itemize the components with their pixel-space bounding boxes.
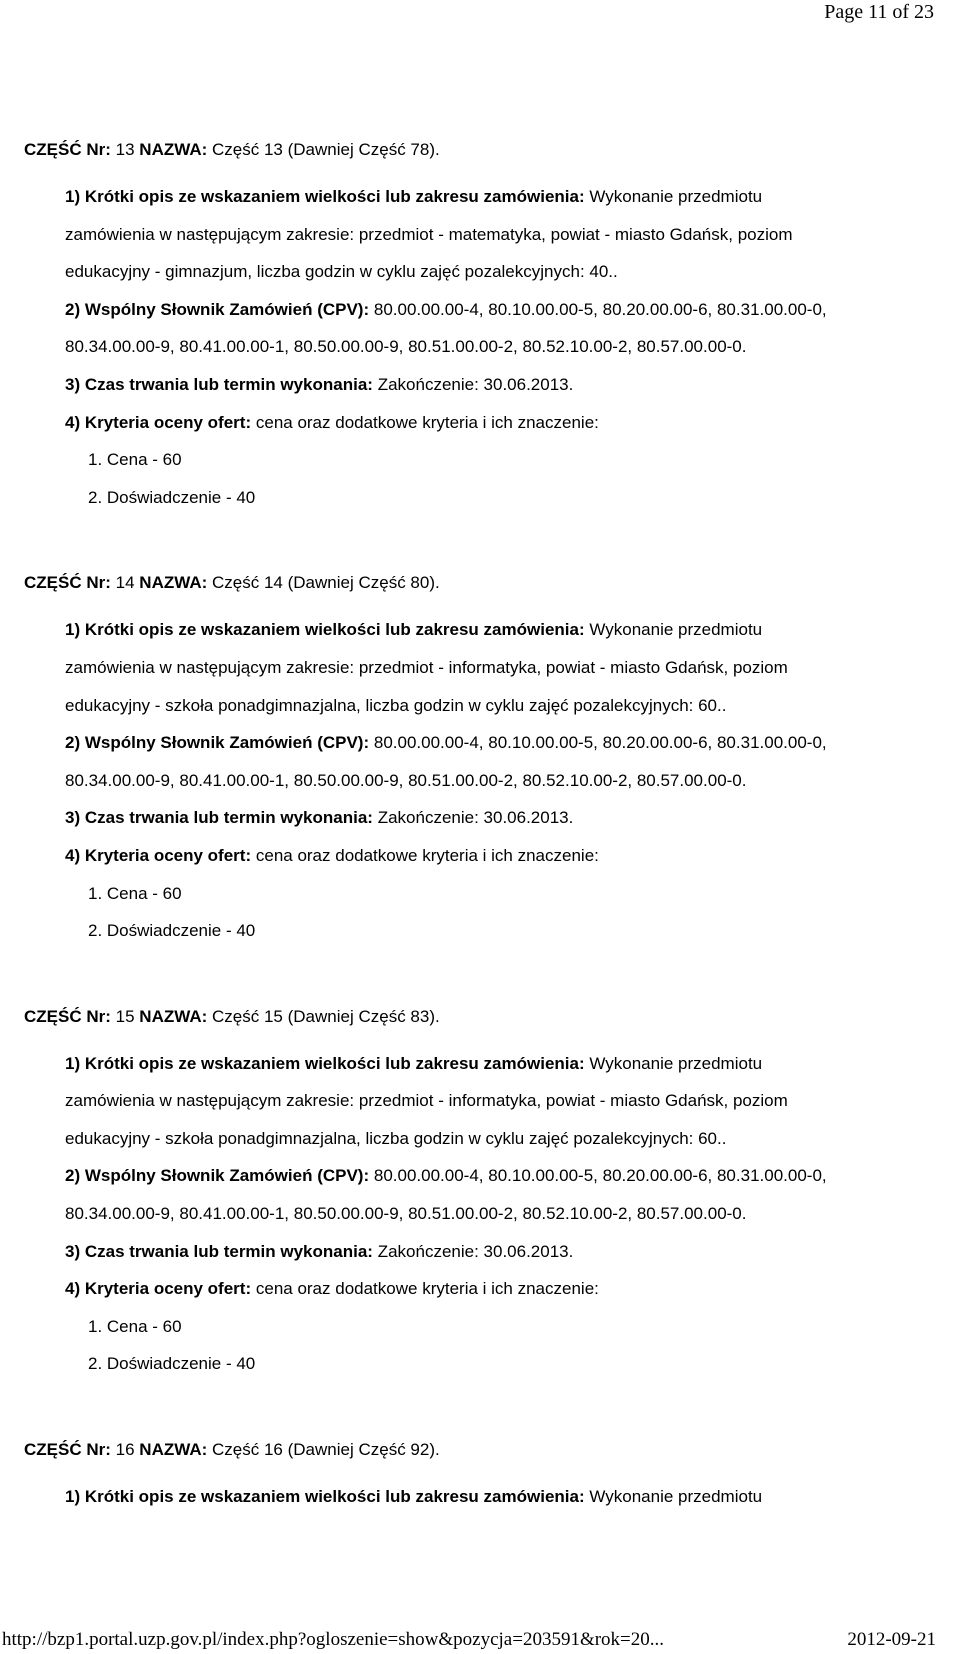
part-details xyxy=(24,1478,936,1516)
criteria-label: 4) Kryteria oceny ofert: xyxy=(65,1279,252,1299)
part-name-label: NAZWA: xyxy=(139,1006,208,1026)
duration-field xyxy=(65,799,936,837)
part-details xyxy=(24,1045,936,1383)
footer-url: http://bzp1.portal.uzp.gov.pl/index.php?ogloszenie=show&pozycja=203591&rok=20... xyxy=(2,1629,665,1650)
description-field xyxy=(65,1478,936,1516)
cpv-label: 2) Wspólny Słownik Zamówień (CPV): xyxy=(65,299,370,319)
criteria-field xyxy=(65,404,936,442)
part-details xyxy=(24,611,936,949)
part-header xyxy=(24,140,936,160)
description-line: Wykonanie przedmiotu xyxy=(589,1053,763,1073)
description-line: edukacyjny - szkoła ponadgimnazjalna, liczba godzin w cyklu zajęć pozalekcyjnych: 60.. xyxy=(65,695,727,715)
part-number: 14 xyxy=(115,573,135,593)
criteria-value: cena oraz dodatkowe kryteria i ich znaczenie: xyxy=(255,1279,599,1299)
description-line: zamówienia w następującym zakresie: przedmiot - informatyka, powiat - miasto Gdańsk, poziom xyxy=(65,1091,788,1111)
cpv-label: 2) Wspólny Słownik Zamówień (CPV): xyxy=(65,1166,370,1186)
description-line: Wykonanie przedmiotu xyxy=(589,1487,763,1507)
cpv-field xyxy=(65,1157,936,1232)
duration-label: 3) Czas trwania lub termin wykonania: xyxy=(65,1241,373,1261)
description-line: edukacyjny - szkoła ponadgimnazjalna, liczba godzin w cyklu zajęć pozalekcyjnych: 60.. xyxy=(65,1128,727,1148)
part-number: 16 xyxy=(115,1440,135,1460)
part-name: Część 16 (Dawniej Część 92). xyxy=(212,1440,440,1460)
part-number-label: CZĘŚĆ Nr: xyxy=(24,573,111,593)
page-footer xyxy=(0,1628,960,1652)
cpv-codes: 80.00.00.00-4, 80.10.00.00-5, 80.20.00.00-6, 80.31.00.00-0, xyxy=(373,733,827,753)
part-number: 13 xyxy=(115,140,135,159)
criteria-label: 4) Kryteria oceny ofert: xyxy=(65,845,252,865)
cpv-codes: 80.34.00.00-9, 80.41.00.00-1, 80.50.00.00-9, 80.51.00.00-2, 80.52.10.00-2, 80.57.00.00-0. xyxy=(65,337,747,357)
description-field xyxy=(65,611,936,724)
part-section xyxy=(24,140,936,516)
page-number: Page 11 of 23 xyxy=(824,1,934,23)
cpv-field xyxy=(65,724,936,799)
part-name-label: NAZWA: xyxy=(139,140,208,159)
criteria-field xyxy=(65,1270,936,1308)
part-name: Część 13 (Dawniej Część 78). xyxy=(212,140,440,159)
criteria-item: 1. Cena - 60 xyxy=(88,450,182,470)
description-line: zamówienia w następującym zakresie: przedmiot - matematyka, powiat - miasto Gdańsk, poziom xyxy=(65,224,793,244)
criteria-item: 2. Doświadczenie - 40 xyxy=(88,487,256,507)
document-body xyxy=(24,140,936,1573)
description-label: 1) Krótki opis ze wskazaniem wielkości lub zakresu zamówienia: xyxy=(65,1053,585,1073)
part-number-label: CZĘŚĆ Nr: xyxy=(24,1440,111,1460)
part-section xyxy=(24,1440,936,1516)
duration-field xyxy=(65,366,936,404)
description-line: edukacyjny - gimnazjum, liczba godzin w cyklu zajęć pozalekcyjnych: 40.. xyxy=(65,262,618,282)
duration-field xyxy=(65,1233,936,1271)
description-line: Wykonanie przedmiotu xyxy=(589,187,763,206)
cpv-field xyxy=(65,291,936,366)
criteria-item: 2. Doświadczenie - 40 xyxy=(88,921,256,941)
description-field xyxy=(65,178,936,291)
criteria-item: 1. Cena - 60 xyxy=(88,1316,182,1336)
part-number-label: CZĘŚĆ Nr: xyxy=(24,140,111,159)
duration-value: Zakończenie: 30.06.2013. xyxy=(377,1241,574,1261)
part-section xyxy=(24,573,936,949)
part-number: 15 xyxy=(115,1006,135,1026)
criteria-value: cena oraz dodatkowe kryteria i ich znaczenie: xyxy=(255,845,599,865)
description-line: Wykonanie przedmiotu xyxy=(589,620,763,640)
duration-label: 3) Czas trwania lub termin wykonania: xyxy=(65,808,373,828)
cpv-codes: 80.00.00.00-4, 80.10.00.00-5, 80.20.00.00-6, 80.31.00.00-0, xyxy=(373,1166,827,1186)
part-name-label: NAZWA: xyxy=(139,1440,208,1460)
criteria-value: cena oraz dodatkowe kryteria i ich znaczenie: xyxy=(255,412,599,432)
part-name-label: NAZWA: xyxy=(139,573,208,593)
footer-date: 2012-09-21 xyxy=(847,1629,936,1650)
cpv-label: 2) Wspólny Słownik Zamówień (CPV): xyxy=(65,733,370,753)
criteria-item: 2. Doświadczenie - 40 xyxy=(88,1354,256,1374)
description-label: 1) Krótki opis ze wskazaniem wielkości lub zakresu zamówienia: xyxy=(65,187,585,206)
part-number-label: CZĘŚĆ Nr: xyxy=(24,1006,111,1026)
duration-value: Zakończenie: 30.06.2013. xyxy=(377,374,574,394)
description-label: 1) Krótki opis ze wskazaniem wielkości lub zakresu zamówienia: xyxy=(65,620,585,640)
description-label: 1) Krótki opis ze wskazaniem wielkości lub zakresu zamówienia: xyxy=(65,1487,585,1507)
part-name: Część 15 (Dawniej Część 83). xyxy=(212,1006,440,1026)
part-header xyxy=(24,1440,936,1460)
part-header xyxy=(24,573,936,593)
description-line: zamówienia w następującym zakresie: przedmiot - informatyka, powiat - miasto Gdańsk, poziom xyxy=(65,657,788,677)
criteria-field xyxy=(65,837,936,875)
cpv-codes: 80.34.00.00-9, 80.41.00.00-1, 80.50.00.00-9, 80.51.00.00-2, 80.52.10.00-2, 80.57.00.00-0. xyxy=(65,770,747,790)
criteria-label: 4) Kryteria oceny ofert: xyxy=(65,412,252,432)
part-section xyxy=(24,1007,936,1383)
duration-value: Zakończenie: 30.06.2013. xyxy=(377,808,574,828)
cpv-codes: 80.34.00.00-9, 80.41.00.00-1, 80.50.00.00-9, 80.51.00.00-2, 80.52.10.00-2, 80.57.00.00-0. xyxy=(65,1204,747,1224)
duration-label: 3) Czas trwania lub termin wykonania: xyxy=(65,374,373,394)
criteria-item: 1. Cena - 60 xyxy=(88,883,182,903)
part-details xyxy=(24,178,936,516)
part-name: Część 14 (Dawniej Część 80). xyxy=(212,573,440,593)
description-field xyxy=(65,1045,936,1158)
part-header xyxy=(24,1007,936,1027)
cpv-codes: 80.00.00.00-4, 80.10.00.00-5, 80.20.00.00-6, 80.31.00.00-0, xyxy=(373,299,827,319)
